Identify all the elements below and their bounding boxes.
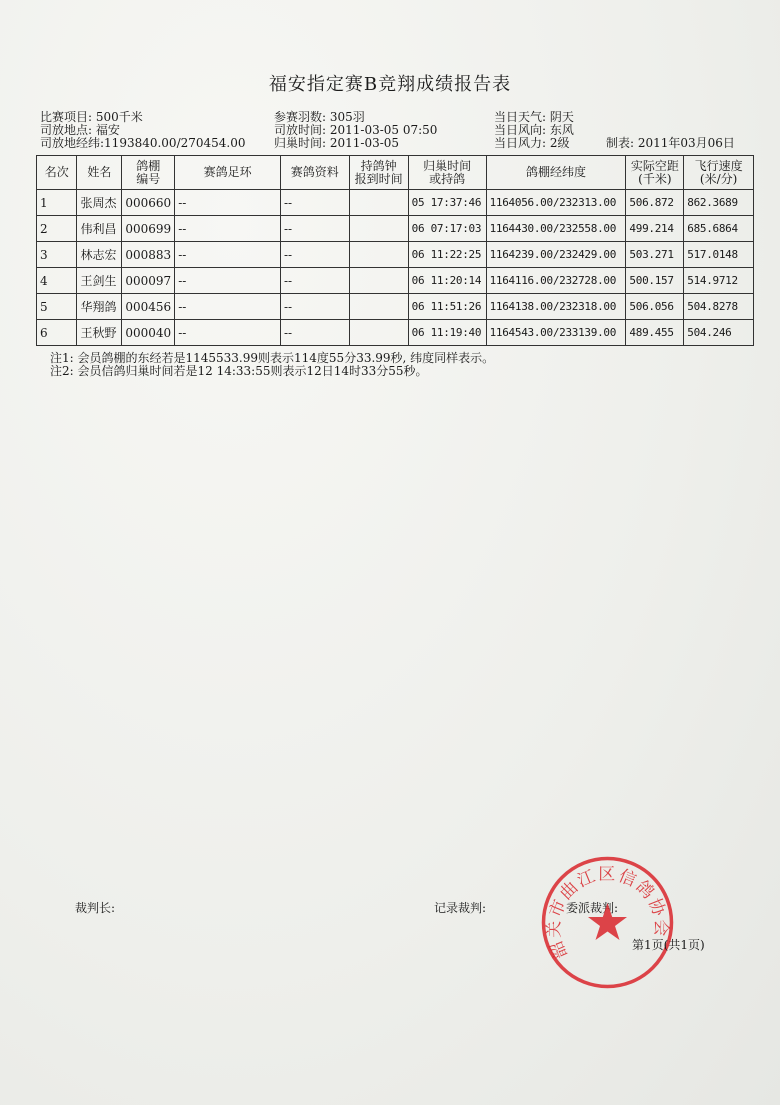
- table-cell: 000097: [122, 268, 175, 294]
- table-cell: 000699: [122, 216, 175, 242]
- info-made-date: 制表: 2011年03月06日: [606, 136, 735, 150]
- seal-text: 韶关市曲江区信鸽协会: [544, 864, 671, 962]
- table-cell: 4: [37, 268, 77, 294]
- table-row: [37, 190, 754, 216]
- table-cell: --: [175, 294, 281, 320]
- seal-star-icon: [588, 903, 627, 940]
- table-cell: 王秋野: [77, 320, 122, 346]
- results-table: [36, 155, 754, 346]
- table-header-cell: 持鸽钟 报到时间: [349, 156, 408, 190]
- table-cell: 2: [37, 216, 77, 242]
- table-cell: 06 11:20:14: [408, 268, 486, 294]
- table-cell: 000660: [122, 190, 175, 216]
- table-cell: 000040: [122, 320, 175, 346]
- table-cell: --: [280, 294, 349, 320]
- table-cell: 517.0148: [684, 242, 754, 268]
- table-cell: --: [175, 320, 281, 346]
- table-cell: [349, 242, 408, 268]
- table-cell: --: [175, 190, 281, 216]
- table-cell: --: [280, 190, 349, 216]
- table-row: [37, 268, 754, 294]
- table-cell: --: [280, 320, 349, 346]
- table-cell: --: [175, 268, 281, 294]
- table-cell: --: [280, 268, 349, 294]
- table-body: [37, 190, 754, 346]
- info-return-time: 归巢时间: 2011-03-05: [274, 136, 400, 150]
- table-cell: 华翔鸽: [77, 294, 122, 320]
- table-cell: 000883: [122, 242, 175, 268]
- table-cell: 1164239.00/232429.00: [486, 242, 626, 268]
- recorder-judge-label: 记录裁判:: [434, 901, 487, 915]
- table-cell: 1164116.00/232728.00: [486, 268, 626, 294]
- table-cell: 499.214: [626, 216, 684, 242]
- info-release-site: 司放地点: 福安: [40, 123, 120, 137]
- table-row: [37, 320, 754, 346]
- table-cell: 685.6864: [684, 216, 754, 242]
- info-wind-direction: 当日风向: 东风: [494, 123, 574, 137]
- table-header-cell: 归巢时间 或持鸽: [408, 156, 486, 190]
- table-cell: 06 11:19:40: [408, 320, 486, 346]
- table-cell: 506.056: [626, 294, 684, 320]
- table-cell: 000456: [122, 294, 175, 320]
- table-cell: 504.8278: [684, 294, 754, 320]
- table-header-cell: 鸽棚 编号: [122, 156, 175, 190]
- table-cell: 1164056.00/232313.00: [486, 190, 626, 216]
- table-cell: [349, 320, 408, 346]
- table-cell: 503.271: [626, 242, 684, 268]
- table-cell: --: [280, 242, 349, 268]
- note-2: 注2: 会员信鸽归巢时间若是12 14:33:55则表示12日14时33分55秒。: [50, 364, 428, 378]
- table-cell: 504.246: [684, 320, 754, 346]
- page-number: 第1页(共1页): [632, 938, 705, 952]
- table-cell: 1: [37, 190, 77, 216]
- table-cell: 1164138.00/232318.00: [486, 294, 626, 320]
- table-cell: 514.9712: [684, 268, 754, 294]
- table-cell: 王剑生: [77, 268, 122, 294]
- table-cell: [349, 294, 408, 320]
- table-cell: 3: [37, 242, 77, 268]
- table-cell: 张周杰: [77, 190, 122, 216]
- table-cell: 862.3689: [684, 190, 754, 216]
- table-cell: 500.157: [626, 268, 684, 294]
- table-cell: 1164430.00/232558.00: [486, 216, 626, 242]
- table-cell: [349, 268, 408, 294]
- notes: [50, 352, 494, 378]
- table-header-cell: 实际空距 (千米): [626, 156, 684, 190]
- table-header-row: [37, 156, 754, 190]
- table-cell: --: [280, 216, 349, 242]
- report-title: 福安指定赛B竞翔成绩报告表: [268, 74, 512, 95]
- note-1: 注1: 会员鸽棚的东经若是1145533.99则表示114度55分33.99秒, 纬度同样表示。: [50, 351, 495, 365]
- table-cell: [349, 216, 408, 242]
- table-cell: 489.455: [626, 320, 684, 346]
- chief-judge-label: 裁判长:: [75, 901, 116, 915]
- table-header-cell: 赛鸽足环: [175, 156, 281, 190]
- table-cell: 1164543.00/233139.00: [486, 320, 626, 346]
- info-release-time: 司放时间: 2011-03-05 07:50: [274, 123, 438, 137]
- table-cell: 06 11:51:26: [408, 294, 486, 320]
- table-cell: 林志宏: [77, 242, 122, 268]
- table-header-cell: 姓名: [77, 156, 122, 190]
- table-cell: 05 17:37:46: [408, 190, 486, 216]
- table-cell: 伟利昌: [77, 216, 122, 242]
- table-row: [37, 242, 754, 268]
- table-cell: 06 07:17:03: [408, 216, 486, 242]
- table-cell: 06 11:22:25: [408, 242, 486, 268]
- info-wind-force: 当日风力: 2级: [494, 136, 570, 150]
- info-entry-count: 参赛羽数: 305羽: [274, 110, 365, 124]
- table-cell: --: [175, 242, 281, 268]
- table-cell: 5: [37, 294, 77, 320]
- table-cell: 506.872: [626, 190, 684, 216]
- table-cell: 6: [37, 320, 77, 346]
- official-seal-stamp: [540, 855, 675, 990]
- table-header-cell: 鸽棚经纬度: [486, 156, 626, 190]
- table-header-cell: 名次: [37, 156, 77, 190]
- info-column-race: [40, 111, 246, 150]
- table-header-cell: 飞行速度 (米/分): [684, 156, 754, 190]
- table-cell: --: [175, 216, 281, 242]
- delegate-judge-label: 委派裁判:: [566, 901, 619, 915]
- info-race-item: 比赛项目: 500千米: [40, 110, 143, 124]
- table-cell: [349, 190, 408, 216]
- info-column-weather: [494, 111, 574, 150]
- table-header-cell: 赛鸽资料: [280, 156, 349, 190]
- table-row: [37, 294, 754, 320]
- info-column-times: [274, 111, 437, 150]
- info-release-coords: 司放地经纬:1193840.00/270454.00: [40, 136, 246, 150]
- info-weather: 当日天气: 阴天: [494, 110, 574, 124]
- table-row: [37, 216, 754, 242]
